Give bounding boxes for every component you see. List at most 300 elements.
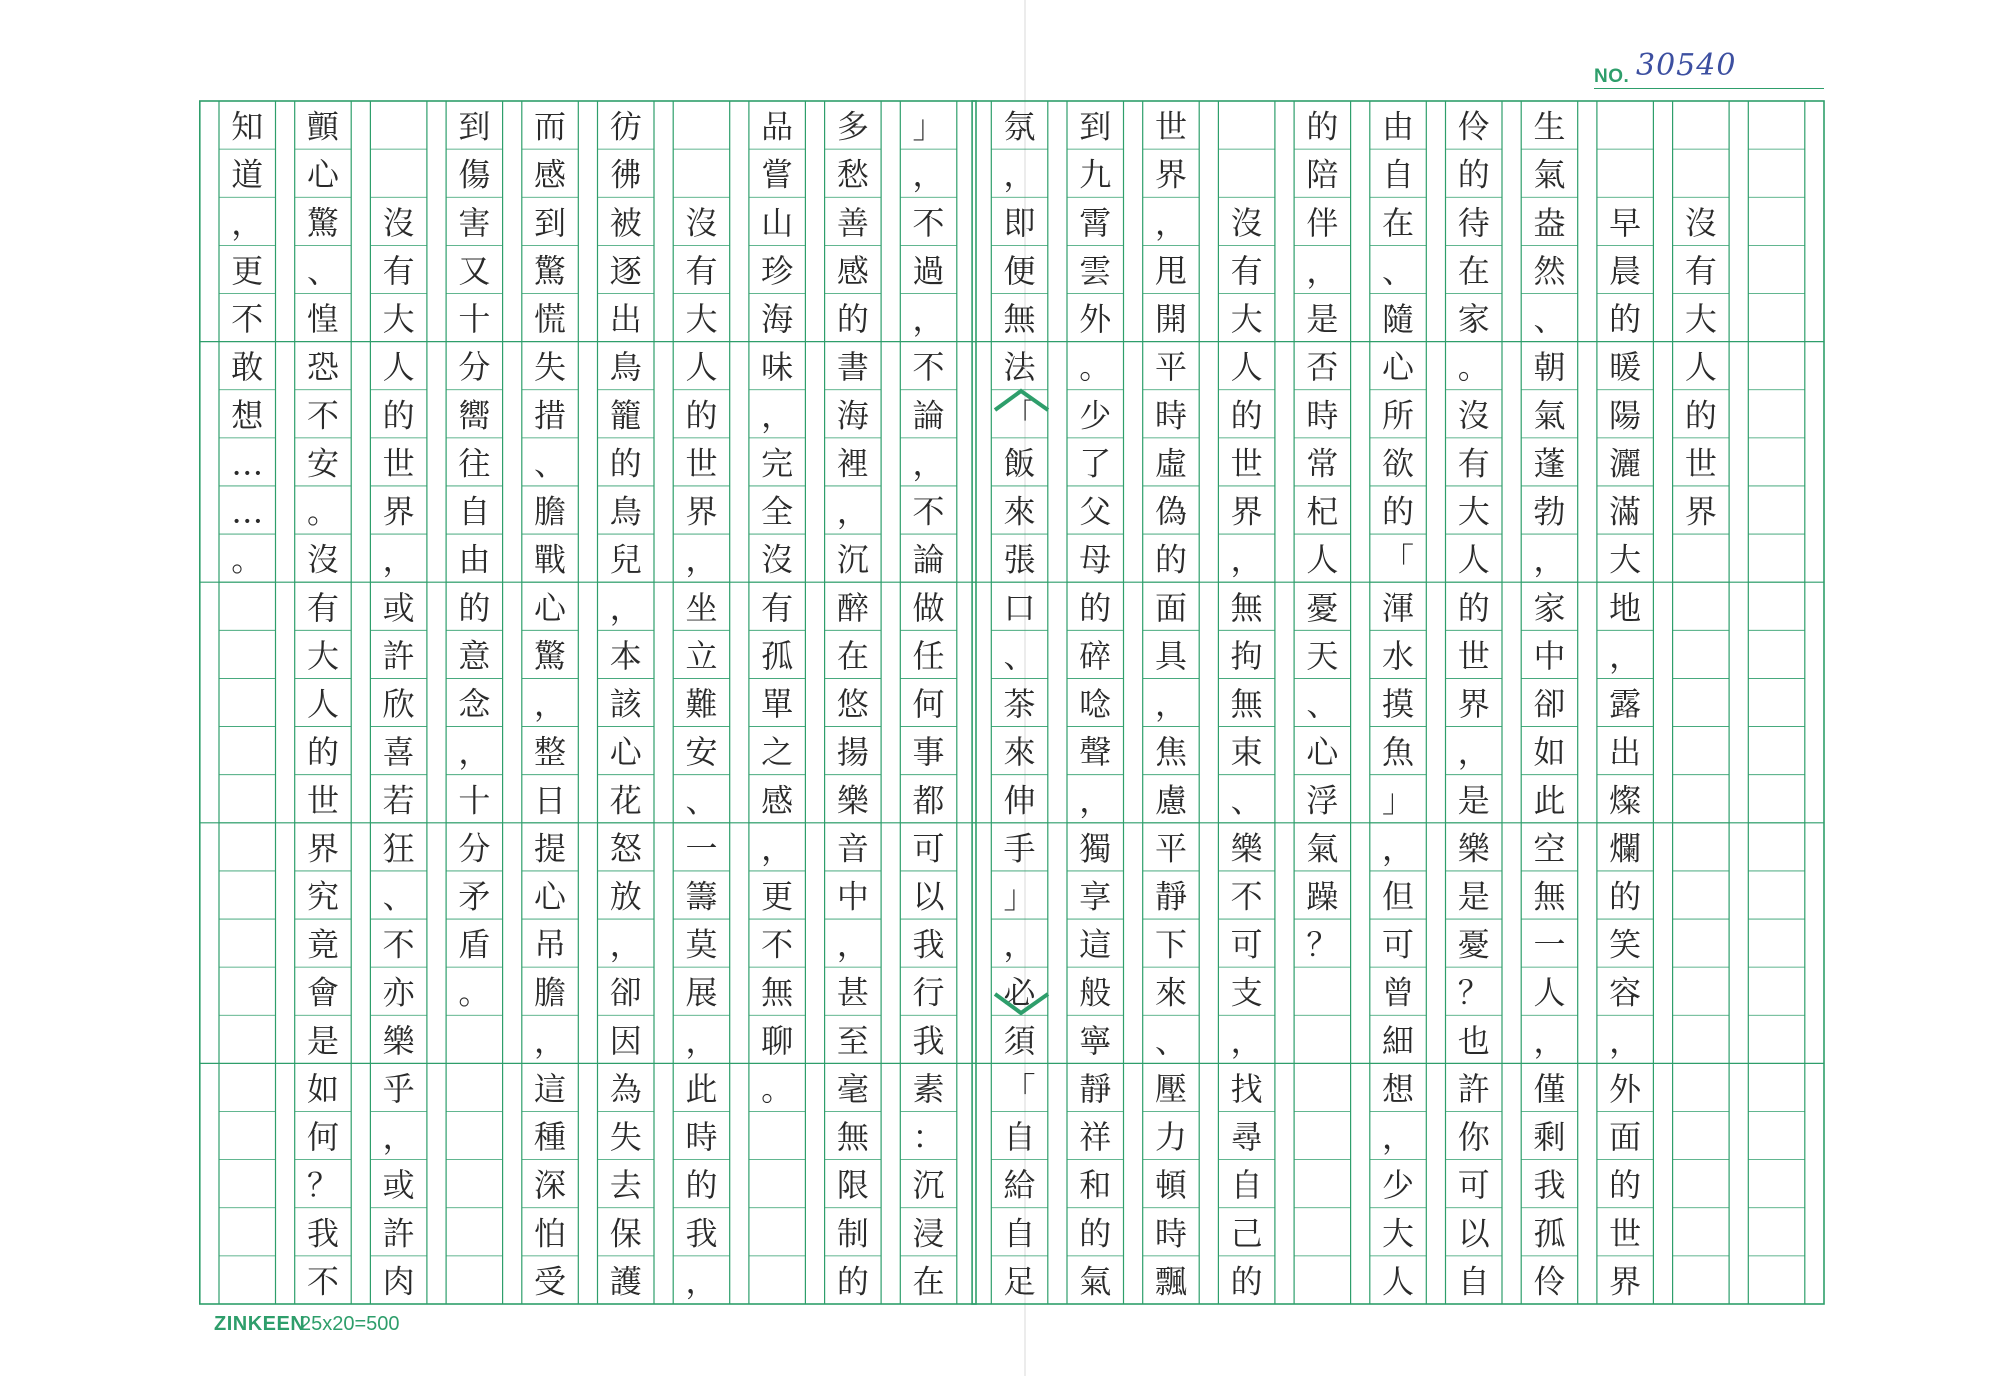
handwritten-char: 顫: [306, 107, 339, 146]
handwritten-char: 醉: [836, 588, 869, 627]
handwritten-char: 的: [836, 300, 869, 339]
handwritten-char: 失: [609, 1118, 642, 1157]
handwritten-char: 待: [1457, 203, 1490, 242]
handwritten-char: 虛: [1154, 444, 1187, 483]
handwritten-char: 支: [1230, 973, 1263, 1012]
serial-number: 30540: [1636, 48, 1737, 83]
handwritten-char: 即: [1003, 203, 1036, 242]
handwritten-char: 人: [306, 685, 339, 724]
handwritten-char: 雲: [1079, 251, 1112, 290]
handwritten-char: 界: [1609, 1262, 1642, 1301]
handwritten-char: 世: [1609, 1214, 1642, 1253]
handwritten-char: 海: [761, 300, 794, 339]
handwritten-char: 許: [382, 636, 415, 675]
handwritten-char: ，: [231, 203, 264, 242]
handwritten-char: 慌: [534, 300, 567, 339]
handwritten-char: 伸: [1003, 781, 1036, 820]
handwritten-char: 想: [1382, 1069, 1415, 1108]
handwritten-char: 感: [836, 251, 869, 290]
handwritten-char: 珍: [761, 251, 794, 290]
handwritten-char: 膽: [534, 973, 567, 1012]
handwritten-char: ？: [1457, 973, 1490, 1012]
handwritten-char: 來: [1003, 492, 1036, 531]
handwritten-char: 兒: [609, 540, 642, 579]
handwritten-char: 沒: [761, 540, 794, 579]
handwritten-char: ，: [1382, 1118, 1415, 1157]
handwritten-char: 有: [1684, 251, 1717, 290]
handwritten-char: 容: [1609, 973, 1642, 1012]
brand-logo: ZINKEEN: [214, 1313, 306, 1335]
handwritten-char: 也: [1457, 1021, 1490, 1060]
handwritten-char: 人: [1382, 1262, 1415, 1301]
handwritten-char: 的: [306, 733, 339, 772]
handwritten-char: 摸: [1382, 685, 1415, 724]
handwritten-char: 以: [912, 877, 945, 916]
handwritten-char: 僅: [1533, 1069, 1566, 1108]
handwritten-char: 人: [382, 348, 415, 387]
handwritten-char: 不: [382, 925, 415, 964]
handwritten-char: 界: [1154, 155, 1187, 194]
handwritten-char: 可: [912, 829, 945, 868]
handwritten-char: 灑: [1609, 444, 1642, 483]
handwritten-char: 膽: [534, 492, 567, 531]
handwritten-char: 籌: [685, 877, 718, 916]
handwritten-char: 早: [1609, 203, 1642, 242]
handwritten-char: 獨: [1079, 829, 1112, 868]
handwritten-char: 、: [1154, 1021, 1187, 1060]
handwritten-char: 做: [912, 588, 945, 627]
handwritten-char: 沒: [1684, 203, 1717, 242]
handwritten-char: 」: [1003, 877, 1036, 916]
handwritten-char: 有: [382, 251, 415, 290]
handwritten-char: 驚: [306, 203, 339, 242]
handwritten-char: ，: [1609, 636, 1642, 675]
handwritten-char: 我: [1533, 1166, 1566, 1205]
handwritten-char: 享: [1079, 877, 1112, 916]
handwritten-char: 心: [1306, 733, 1339, 772]
handwritten-char: 不: [306, 1262, 339, 1301]
handwritten-char: 但: [1382, 877, 1415, 916]
handwritten-char: 善: [836, 203, 869, 242]
handwritten-char: 自: [1003, 1118, 1036, 1157]
handwritten-char: ，: [1533, 540, 1566, 579]
handwritten-char: ，: [382, 540, 415, 579]
handwritten-char: 人: [1306, 540, 1339, 579]
handwritten-char: 時: [1154, 396, 1187, 435]
handwritten-char: 任: [912, 636, 945, 675]
handwritten-char: 開: [1154, 300, 1187, 339]
handwritten-char: 由: [1382, 107, 1415, 146]
handwritten-char: 多: [836, 107, 869, 146]
handwritten-char: 出: [1609, 733, 1642, 772]
handwritten-char: 的: [1609, 877, 1642, 916]
handwritten-char: 世: [1154, 107, 1187, 146]
handwritten-char: 以: [1457, 1214, 1490, 1253]
handwritten-char: 無: [1533, 877, 1566, 916]
handwritten-char: 過: [912, 251, 945, 290]
handwritten-char: 下: [1154, 925, 1187, 964]
handwritten-char: 花: [609, 781, 642, 820]
handwritten-char: 的: [382, 396, 415, 435]
handwritten-char: 不: [1230, 877, 1263, 916]
handwritten-char: 伶: [1457, 107, 1490, 146]
handwritten-char: 行: [912, 973, 945, 1012]
handwritten-char: 靜: [1079, 1069, 1112, 1108]
handwritten-char: 沉: [836, 540, 869, 579]
handwritten-char: 欲: [1382, 444, 1415, 483]
handwritten-char: 種: [534, 1118, 567, 1157]
handwritten-char: 天: [1306, 636, 1339, 675]
handwritten-char: 「: [1003, 1069, 1036, 1108]
handwritten-char: 父: [1079, 492, 1112, 531]
handwritten-char: 許: [382, 1214, 415, 1253]
handwritten-char: 意: [458, 636, 491, 675]
handwritten-char: ，: [1154, 203, 1187, 242]
handwritten-char: 坐: [685, 588, 718, 627]
writing-column: [749, 101, 806, 1304]
handwritten-char: 此: [1533, 781, 1566, 820]
handwritten-char: 外: [1609, 1069, 1642, 1108]
handwritten-char: 至: [836, 1021, 869, 1060]
handwritten-char: 無: [761, 973, 794, 1012]
handwritten-char: 」: [912, 107, 945, 146]
handwritten-char: 露: [1609, 685, 1642, 724]
handwritten-char: 何: [912, 685, 945, 724]
handwritten-char: 自: [1230, 1166, 1263, 1205]
handwritten-char: 卻: [1533, 685, 1566, 724]
handwritten-char: ：: [912, 1118, 945, 1157]
handwritten-char: 到: [1079, 107, 1112, 146]
handwritten-char: 伶: [1533, 1262, 1566, 1301]
handwritten-char: 生: [1533, 107, 1566, 146]
handwritten-char: 、: [1533, 300, 1566, 339]
handwritten-char: 限: [836, 1166, 869, 1205]
handwritten-char: 自: [1003, 1214, 1036, 1253]
handwritten-char: 分: [458, 348, 491, 387]
handwritten-char: ，: [836, 925, 869, 964]
handwritten-char: 的: [458, 588, 491, 627]
handwritten-char: 這: [1079, 925, 1112, 964]
handwritten-char: 一: [685, 829, 718, 868]
handwritten-char: 是: [1306, 300, 1339, 339]
handwritten-char: 深: [534, 1166, 567, 1205]
handwritten-char: 無: [1003, 300, 1036, 339]
handwritten-char: 、: [1230, 781, 1263, 820]
handwritten-char: 靜: [1154, 877, 1187, 916]
handwritten-char: 如: [1533, 733, 1566, 772]
handwritten-char: 怕: [534, 1214, 567, 1253]
writing-column: [446, 101, 503, 1304]
handwritten-char: 。: [231, 540, 264, 579]
handwritten-char: 界: [685, 492, 718, 531]
handwritten-char: 憂: [1457, 925, 1490, 964]
handwritten-char: 、: [1306, 685, 1339, 724]
handwritten-char: 氣: [1533, 155, 1566, 194]
handwritten-char: 整: [534, 733, 567, 772]
handwritten-char: 中: [1533, 636, 1566, 675]
handwritten-char: 樂: [1230, 829, 1263, 868]
handwritten-char: 沒: [306, 540, 339, 579]
handwritten-char: 山: [761, 203, 794, 242]
handwritten-char: 肉: [382, 1262, 415, 1301]
handwritten-char: 盾: [458, 925, 491, 964]
right-page-grid: [972, 101, 1824, 1304]
handwritten-char: 面: [1609, 1118, 1642, 1157]
handwritten-char: 面: [1154, 588, 1187, 627]
handwritten-char: 甚: [836, 973, 869, 1012]
writing-column: [1597, 101, 1654, 1304]
handwritten-char: 如: [306, 1069, 339, 1108]
handwritten-char: 慮: [1154, 781, 1187, 820]
handwritten-char: 素: [912, 1069, 945, 1108]
handwritten-char: 「: [1382, 540, 1415, 579]
handwritten-char: 的: [1079, 1214, 1112, 1253]
handwritten-char: 找: [1230, 1069, 1263, 1108]
handwritten-char: 剩: [1533, 1118, 1566, 1157]
handwritten-char: 立: [685, 636, 718, 675]
handwritten-char: 彿: [609, 155, 642, 194]
handwritten-char: 更: [761, 877, 794, 916]
handwritten-char: 我: [912, 1021, 945, 1060]
handwritten-char: 頓: [1154, 1166, 1187, 1205]
handwritten-char: 喜: [382, 733, 415, 772]
handwritten-char: 世: [685, 444, 718, 483]
handwritten-char: 大: [1457, 492, 1490, 531]
handwritten-char: 又: [458, 251, 491, 290]
handwritten-char: 心: [306, 155, 339, 194]
handwritten-char: 家: [1457, 300, 1490, 339]
handwritten-char: 、: [306, 251, 339, 290]
writing-column: [673, 101, 730, 1304]
handwritten-char: 沒: [382, 203, 415, 242]
handwritten-char: 一: [1533, 925, 1566, 964]
handwritten-char: 家: [1533, 588, 1566, 627]
handwritten-char: 安: [685, 733, 718, 772]
handwritten-char: 沒: [685, 203, 718, 242]
handwritten-char: 張: [1003, 540, 1036, 579]
handwritten-char: 論: [912, 396, 945, 435]
handwritten-char: 暖: [1609, 348, 1642, 387]
handwritten-char: 全: [761, 492, 794, 531]
handwritten-char: 和: [1079, 1166, 1112, 1205]
handwritten-char: 母: [1079, 540, 1112, 579]
handwritten-char: 魚: [1382, 733, 1415, 772]
handwritten-char: 莫: [685, 925, 718, 964]
handwritten-char: ，: [912, 155, 945, 194]
handwritten-char: 無: [1230, 588, 1263, 627]
handwritten-char: 更: [231, 251, 264, 290]
handwritten-char: 氣: [1533, 396, 1566, 435]
serial-label: NO.: [1594, 66, 1630, 87]
handwritten-char: 常: [1306, 444, 1339, 483]
handwritten-char: 了: [1079, 444, 1112, 483]
writing-column: [522, 101, 579, 1304]
handwritten-char: ，: [534, 1021, 567, 1060]
handwritten-char: 護: [609, 1262, 642, 1301]
handwritten-char: 時: [1154, 1214, 1187, 1253]
handwritten-char: 孤: [761, 636, 794, 675]
handwritten-char: 的: [1609, 1166, 1642, 1205]
handwritten-char: 到: [534, 203, 567, 242]
handwritten-char: 單: [761, 685, 794, 724]
handwritten-char: 感: [761, 781, 794, 820]
handwritten-char: 界: [1230, 492, 1263, 531]
handwritten-char: 霄: [1079, 203, 1112, 242]
handwritten-char: 嘗: [761, 155, 794, 194]
handwritten-char: 到: [458, 107, 491, 146]
handwritten-char: 海: [836, 396, 869, 435]
handwritten-char: 水: [1382, 636, 1415, 675]
handwritten-char: 措: [534, 396, 567, 435]
handwritten-char: 亦: [382, 973, 415, 1012]
handwritten-char: ，: [609, 925, 642, 964]
handwritten-char: 少: [1079, 396, 1112, 435]
handwritten-char: 想: [231, 396, 264, 435]
handwritten-char: 躁: [1306, 877, 1339, 916]
handwritten-char: ，: [1154, 685, 1187, 724]
handwritten-char: ，: [1003, 155, 1036, 194]
handwritten-char: 晨: [1609, 251, 1642, 290]
writing-column: [1521, 101, 1578, 1304]
handwritten-char: 沉: [912, 1166, 945, 1205]
handwritten-char: 。: [761, 1069, 794, 1108]
handwritten-char: 茶: [1003, 685, 1036, 724]
handwritten-char: 空: [1533, 829, 1566, 868]
handwritten-char: 許: [1457, 1069, 1490, 1108]
handwritten-char: 沒: [1457, 396, 1490, 435]
handwritten-char: 尋: [1230, 1118, 1263, 1157]
handwritten-char: 平: [1154, 829, 1187, 868]
handwritten-char: 難: [685, 685, 718, 724]
handwritten-char: 飯: [1003, 444, 1036, 483]
handwritten-char: 平: [1154, 348, 1187, 387]
handwritten-char: 界: [1457, 685, 1490, 724]
handwritten-char: 保: [609, 1214, 642, 1253]
handwritten-char: 是: [306, 1021, 339, 1060]
handwritten-char: 狂: [382, 829, 415, 868]
handwritten-char: ，: [1230, 540, 1263, 579]
handwritten-char: 不: [912, 203, 945, 242]
handwritten-char: 我: [306, 1214, 339, 1253]
handwritten-char: 給: [1003, 1166, 1036, 1205]
handwritten-char: 在: [912, 1262, 945, 1301]
handwritten-char: 你: [1457, 1118, 1490, 1157]
handwritten-char: 的: [685, 1166, 718, 1205]
handwritten-char: 大: [382, 300, 415, 339]
handwritten-char: 有: [685, 251, 718, 290]
handwritten-char: 失: [534, 348, 567, 387]
writing-column: [900, 101, 957, 1304]
handwritten-char: 去: [609, 1166, 642, 1205]
handwritten-char: 外: [1079, 300, 1112, 339]
handwritten-char: 大: [1609, 540, 1642, 579]
handwritten-char: 勃: [1533, 492, 1566, 531]
handwritten-char: 的: [1457, 588, 1490, 627]
handwritten-char: ，: [761, 396, 794, 435]
handwritten-char: 品: [761, 107, 794, 146]
handwritten-char: 時: [685, 1118, 718, 1157]
handwritten-char: 法: [1003, 348, 1036, 387]
handwritten-char: ，: [1306, 251, 1339, 290]
handwritten-char: 不: [306, 396, 339, 435]
handwritten-char: 不: [912, 348, 945, 387]
handwritten-char: 來: [1003, 733, 1036, 772]
handwritten-char: ，: [534, 685, 567, 724]
handwritten-char: 有: [306, 588, 339, 627]
handwritten-char: 朝: [1533, 348, 1566, 387]
handwritten-char: 大: [306, 636, 339, 675]
handwritten-char: 彷: [609, 107, 642, 146]
handwritten-char: 陪: [1306, 155, 1339, 194]
handwritten-char: ，: [1457, 733, 1490, 772]
handwritten-char: 是: [1457, 877, 1490, 916]
handwritten-char: 吊: [534, 925, 567, 964]
handwritten-char: 飄: [1154, 1262, 1187, 1301]
handwritten-char: 燦: [1609, 781, 1642, 820]
handwritten-char: 毫: [836, 1069, 869, 1108]
handwritten-char: 可: [1382, 925, 1415, 964]
handwritten-char: 的: [1609, 300, 1642, 339]
handwritten-char: 籠: [609, 396, 642, 435]
handwritten-char: 在: [836, 636, 869, 675]
handwritten-char: 世: [1684, 444, 1717, 483]
handwritten-char: 自: [458, 492, 491, 531]
handwritten-char: 「: [1003, 396, 1036, 435]
handwritten-char: 界: [1684, 492, 1717, 531]
writing-column: [1370, 101, 1427, 1304]
writing-column: [295, 101, 352, 1304]
handwritten-char: ，: [912, 300, 945, 339]
handwritten-char: 被: [609, 203, 642, 242]
handwritten-char: 矛: [458, 877, 491, 916]
handwritten-char: 提: [534, 829, 567, 868]
handwritten-char: 逐: [609, 251, 642, 290]
handwritten-char: 力: [1154, 1118, 1187, 1157]
handwritten-char: 的: [1306, 107, 1339, 146]
left-page-grid: [200, 101, 976, 1304]
handwritten-char: 何: [306, 1118, 339, 1157]
handwritten-char: 由: [458, 540, 491, 579]
writing-column: [1143, 101, 1200, 1304]
handwritten-char: 有: [1457, 444, 1490, 483]
handwritten-char: 人: [1457, 540, 1490, 579]
handwritten-char: ，: [382, 1118, 415, 1157]
handwritten-char: 驚: [534, 251, 567, 290]
handwritten-char: ，: [1003, 925, 1036, 964]
handwritten-char: 展: [685, 973, 718, 1012]
handwritten-char: 音: [836, 829, 869, 868]
handwritten-char: 曾: [1382, 973, 1415, 1012]
handwritten-char: 所: [1382, 396, 1415, 435]
handwritten-char: 口: [1003, 588, 1036, 627]
handwritten-char: 會: [306, 973, 339, 1012]
handwritten-char: 少: [1382, 1166, 1415, 1205]
handwritten-char: ，: [458, 733, 491, 772]
handwritten-char: 的: [1457, 155, 1490, 194]
handwritten-char: 之: [761, 733, 794, 772]
handwritten-char: 戰: [534, 540, 567, 579]
handwritten-char: 世: [1457, 636, 1490, 675]
handwritten-char: 氣: [1079, 1262, 1112, 1301]
handwritten-char: 鳥: [609, 492, 642, 531]
handwritten-char: ，: [1533, 1021, 1566, 1060]
writing-column: [598, 101, 655, 1304]
handwritten-char: 渾: [1382, 588, 1415, 627]
handwritten-char: ，: [1609, 1021, 1642, 1060]
handwritten-char: ，: [685, 1021, 718, 1060]
handwritten-char: 分: [458, 829, 491, 868]
handwritten-char: ，: [1382, 829, 1415, 868]
